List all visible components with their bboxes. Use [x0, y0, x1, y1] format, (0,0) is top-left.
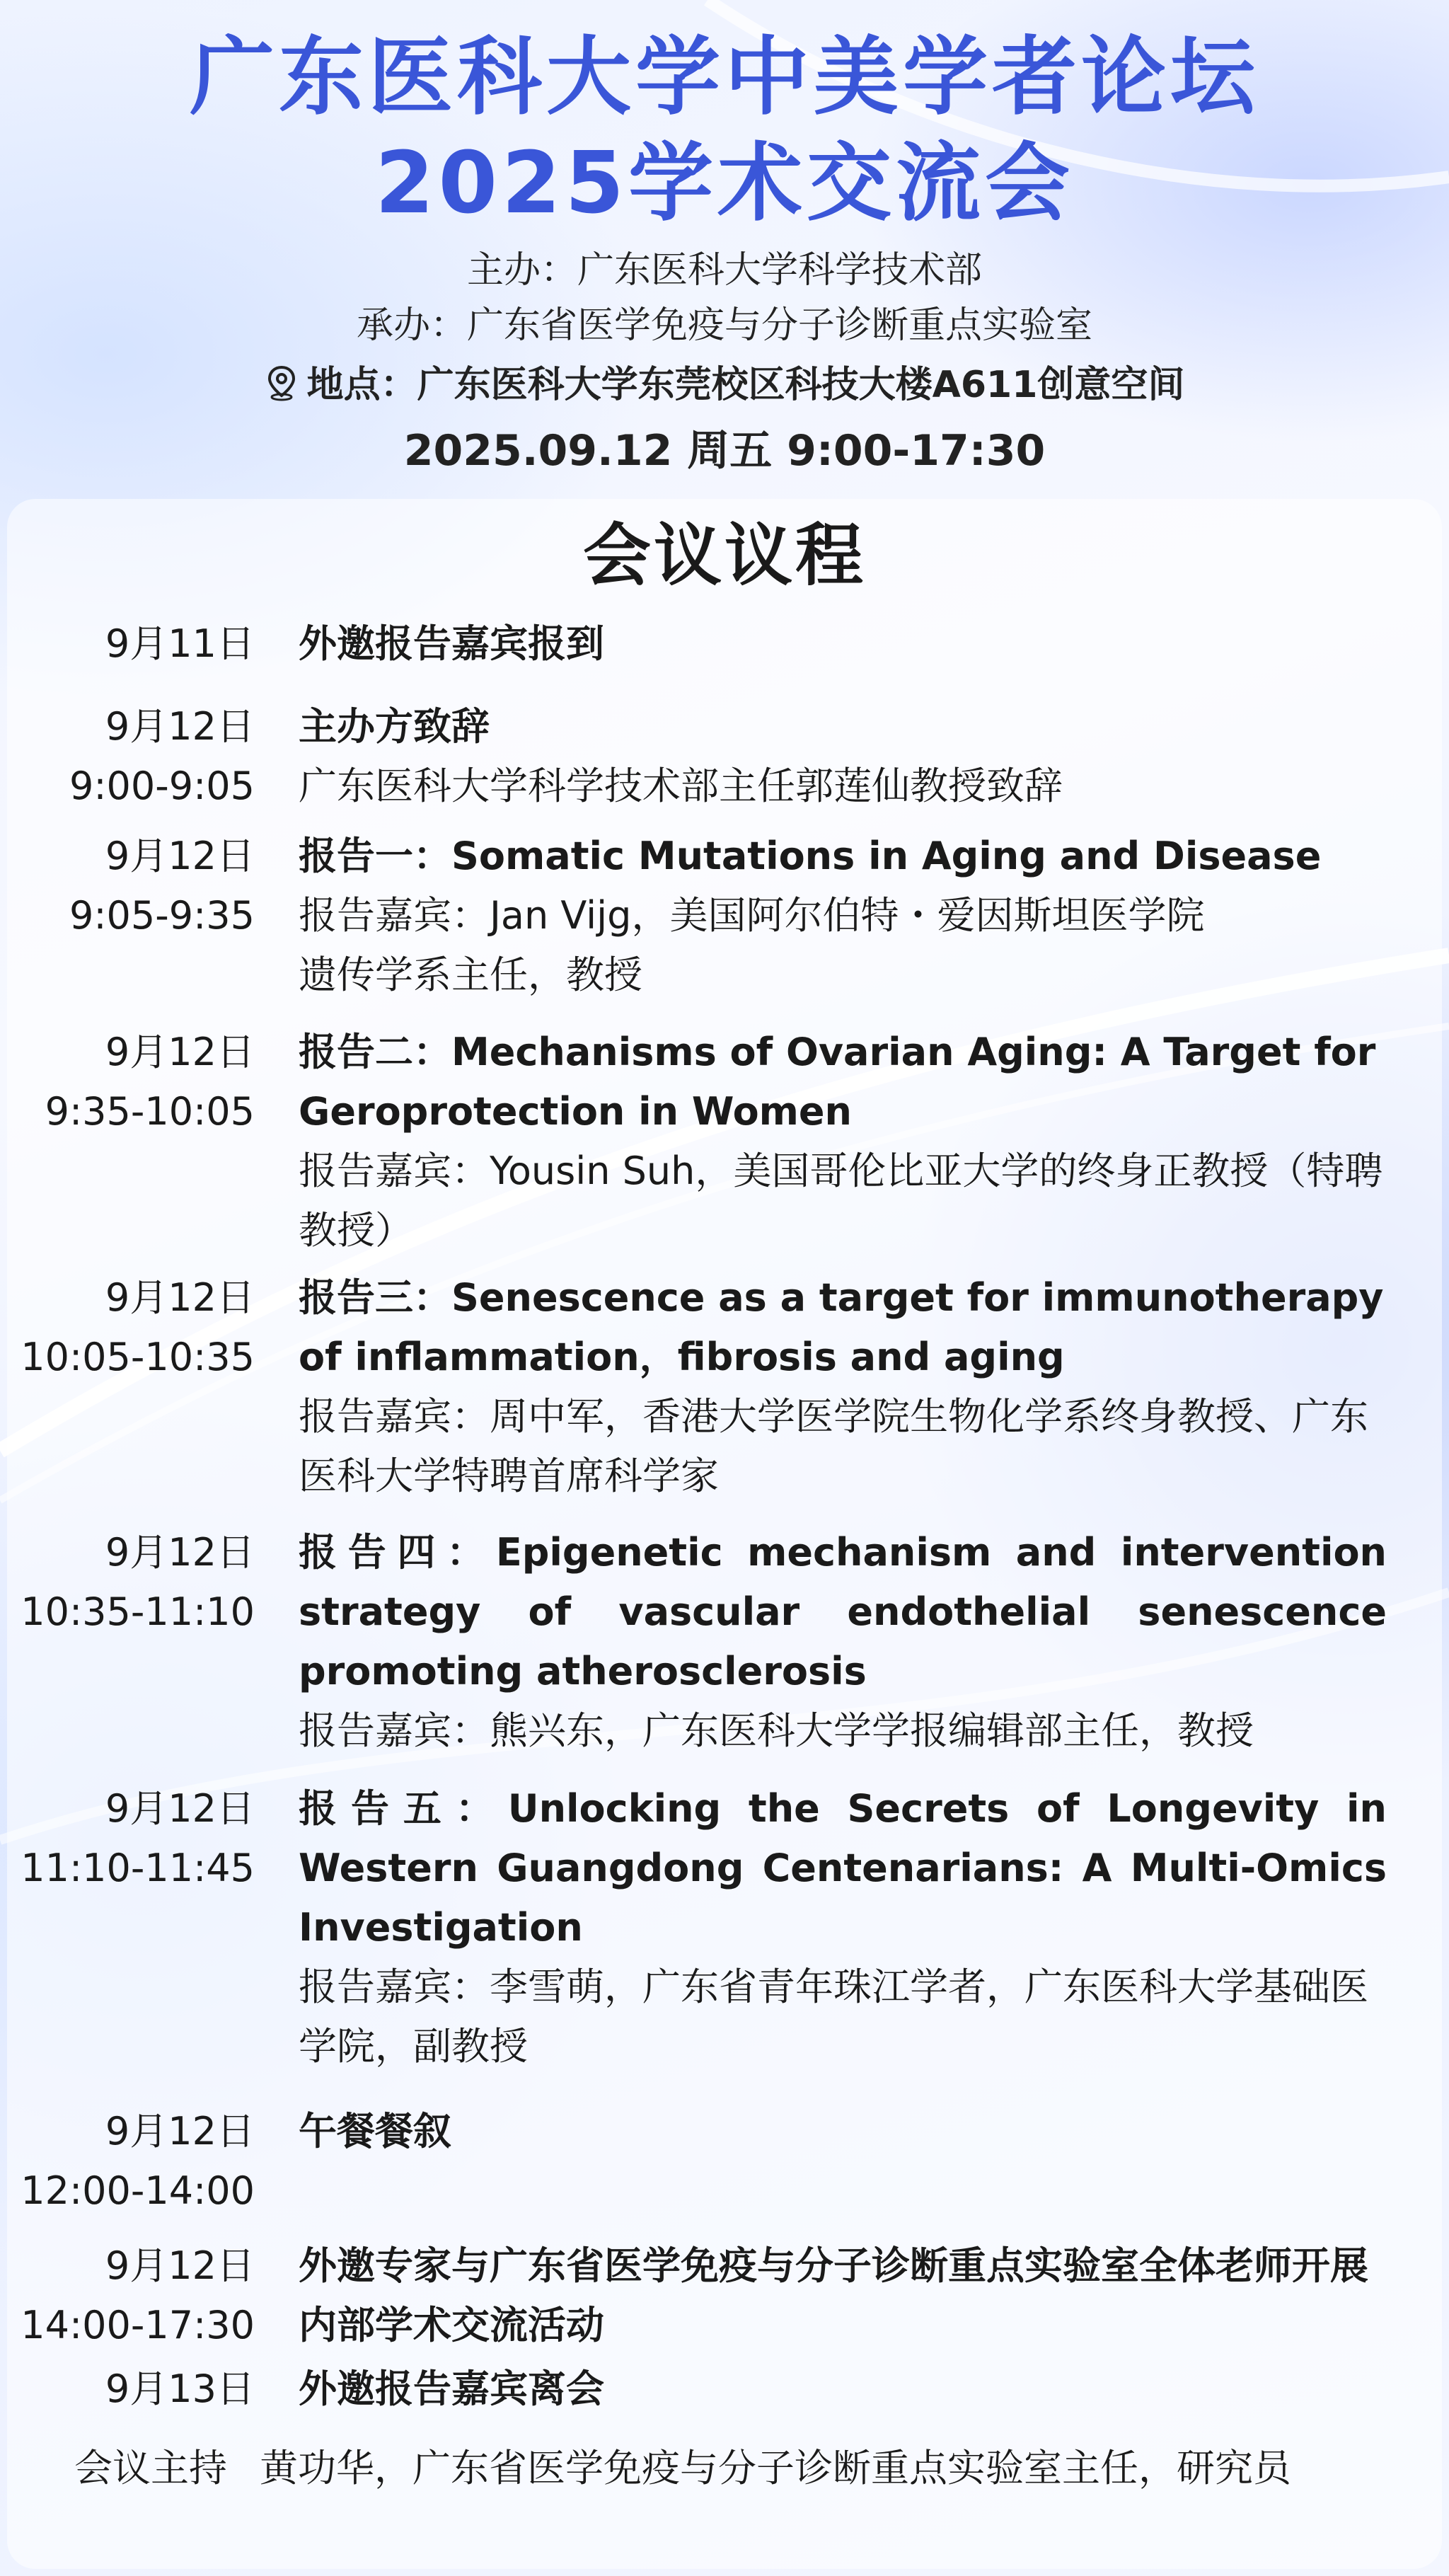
- venue-text: 地点：广东医科大学东莞校区科技大楼A611创意空间: [306, 364, 1185, 406]
- organizer: 主办：广东医科大学科学技术部: [466, 249, 982, 292]
- agenda-when: [14, 2236, 255, 2355]
- agenda-item-detail: 报告嘉宾：周中军，香港大学医学院生物化学系终身教授、广东医科大学特聘首席科学家: [299, 1394, 1368, 1498]
- agenda-date: 9月12日: [105, 1030, 255, 1074]
- agenda-item-title: 报告一：Somatic Mutations in Aging and Disease: [299, 834, 1322, 878]
- host-label: 会议主持: [74, 2446, 227, 2490]
- agenda-date: 9月13日: [105, 2367, 255, 2411]
- agenda-item-title: 报告五：Unlocking the Secrets of Longevity in Western Guangdong Centenarians: A Multi-Omics Investigation: [299, 1786, 1387, 1950]
- agenda-what: [299, 2359, 1387, 2419]
- agenda-item-title: 外邀专家与广东省医学免疫与分子诊断重点实验室全体老师开展内部学术交流活动: [299, 2243, 1368, 2347]
- agenda-item-detail: 报告嘉宾：熊兴东，广东医科大学学报编辑部主任，教授: [299, 1708, 1254, 1753]
- agenda-time: 12:00-14:00: [21, 2168, 255, 2213]
- agenda-date: 9月12日: [105, 1530, 255, 1575]
- agenda-item-title: 报告二：Mechanisms of Ovarian Aging: A Target for Geroprotection in Women: [299, 1030, 1376, 1134]
- agenda-when: [14, 614, 255, 674]
- agenda-time: 10:35-11:10: [21, 1589, 255, 1634]
- agenda-date: 9月12日: [105, 2243, 255, 2288]
- agenda-time: 14:00-17:30: [21, 2303, 255, 2347]
- agenda-what: [299, 697, 1387, 816]
- agenda-title: 会议议程: [583, 516, 866, 595]
- agenda-date: 9月12日: [105, 834, 255, 878]
- agenda-item-detail: 遗传学系主任，教授: [299, 953, 642, 997]
- agenda-when: [14, 1268, 255, 1387]
- agenda-when: [14, 1023, 255, 1142]
- agenda-time: 11:10-11:45: [21, 1846, 255, 1890]
- agenda-when: [14, 2102, 255, 2221]
- poster-title-line1: 广东医科大学中美学者论坛: [190, 28, 1259, 127]
- location-pin-icon: [265, 364, 299, 401]
- agenda-date: 9月12日: [105, 1275, 255, 1320]
- agenda-item-title: 主办方致辞: [299, 704, 490, 749]
- agenda-date: 9月12日: [105, 704, 255, 749]
- agenda-time: 9:00-9:05: [69, 764, 255, 808]
- agenda-what: [299, 827, 1387, 1005]
- host-line: [74, 2439, 1291, 2498]
- agenda-time: 9:05-9:35: [69, 893, 255, 938]
- agenda-item-title: 外邀报告嘉宾报到: [299, 621, 604, 666]
- host-value: 黄功华，广东省医学免疫与分子诊断重点实验室主任，研究员: [260, 2446, 1291, 2490]
- agenda-what: [299, 2236, 1387, 2355]
- agenda-item-detail: 广东医科大学科学技术部主任郭莲仙教授致辞: [299, 764, 1063, 808]
- agenda-what: [299, 614, 1387, 674]
- agenda-date: 9月12日: [105, 2109, 255, 2154]
- poster-title-line2: 2025学术交流会: [375, 134, 1074, 233]
- agenda-what: [299, 1268, 1387, 1506]
- agenda-item-title: 报告四：Epigenetic mechanism and intervention strategy of vascular endothelial senescence promoting atherosclerosis: [299, 1530, 1387, 1694]
- agenda-time: 10:05-10:35: [21, 1335, 255, 1379]
- agenda-when: [14, 1779, 255, 1898]
- event-date: 2025.09.12 周五 9:00-17:30: [403, 426, 1046, 476]
- agenda-date: 9月12日: [105, 1786, 255, 1831]
- agenda-when: [14, 2359, 255, 2419]
- poster-header: [0, 0, 1449, 495]
- agenda-what: [299, 1523, 1387, 1761]
- agenda-item-title: 外邀报告嘉宾离会: [299, 2367, 604, 2411]
- agenda-when: [14, 827, 255, 945]
- agenda-item-title: 报告三：Senescence as a target for immunotherapy of inflammation，fibrosis and aging: [299, 1275, 1384, 1379]
- agenda-what: [299, 2102, 1387, 2161]
- venue: [0, 362, 1449, 408]
- agenda-date: 9月11日: [105, 621, 255, 666]
- agenda-what: [299, 1779, 1387, 2076]
- agenda-item-title: 午餐餐叙: [299, 2109, 451, 2154]
- agenda-item-detail: 报告嘉宾：Yousin Suh，美国哥伦比亚大学的终身正教授（特聘教授）: [299, 1149, 1383, 1253]
- agenda-time: 9:35-10:05: [45, 1089, 255, 1134]
- agenda-what: [299, 1023, 1387, 1260]
- agenda-when: [14, 697, 255, 816]
- agenda-item-detail: 报告嘉宾：Jan Vijg，美国阿尔伯特・爱因斯坦医学院: [299, 893, 1205, 938]
- agenda-item-detail: 报告嘉宾：李雪萌，广东省青年珠江学者，广东医科大学基础医学院，副教授: [299, 1965, 1368, 2069]
- agenda-when: [14, 1523, 255, 1642]
- co-organizer: 承办：广东省医学免疫与分子诊断重点实验室: [356, 304, 1092, 347]
